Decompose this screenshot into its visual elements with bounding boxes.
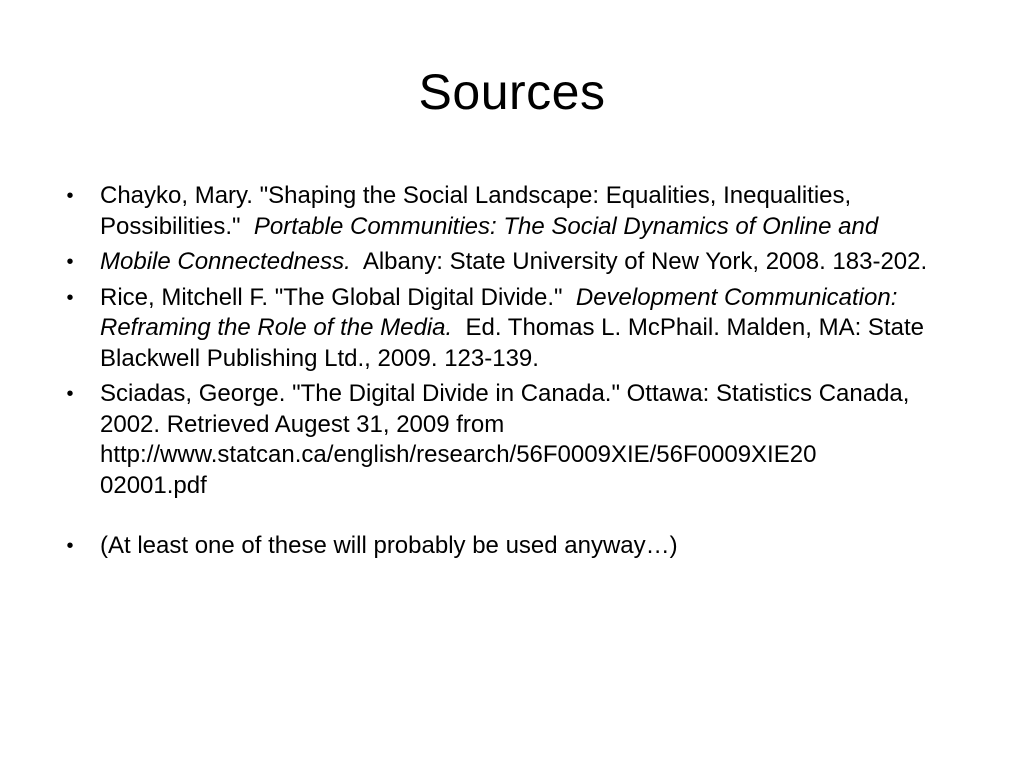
bullet-icon: • — [66, 185, 74, 207]
slide-title: Sources — [418, 64, 606, 120]
citation-italic: Development Communication: Reframing the Role of the Media. — [100, 283, 898, 341]
bullet-icon: • — [66, 286, 74, 309]
note-text: (At least one of these will probably be used anyway…) — [100, 532, 678, 559]
citation-text: Rice, Mitchell F. "The Global Digital Divide." — [100, 283, 563, 311]
bullet-icon: • — [66, 251, 74, 273]
list-item — [60, 247, 960, 278]
citation-text: Ed. Thomas L. McPhail. Malden, MA: State Blackwell Publishing Ltd., 2009. 123-139. — [100, 314, 924, 372]
sources-list — [60, 181, 960, 567]
citation-url-part1: http://www.statcan.ca/english/research/56F0009XIE/56F0009XIE20 — [100, 441, 817, 468]
citation-text: Chayko, Mary. "Shaping the Social Landscape: Equalities, Inequalities, Possibilities." — [100, 182, 852, 240]
bullet-icon: • — [66, 383, 74, 405]
list-item — [60, 283, 960, 375]
list-item — [60, 379, 960, 501]
citation-italic: Mobile Connectedness. — [100, 248, 351, 275]
citation-url-part2: 02001.pdf — [100, 471, 207, 499]
list-item — [60, 181, 960, 242]
list-item — [60, 531, 960, 562]
bullet-icon: • — [66, 535, 74, 557]
citation-text: Albany: State University of New York, 2008. 183-202. — [362, 248, 928, 275]
citation-text: Sciadas, George. "The Digital Divide in Canada." Ottawa: Statistics Canada, 2002. Retrieved Augest 31, 2009 from — [100, 380, 910, 438]
citation-italic: Portable Communities: The Social Dynamics of Online and — [253, 212, 879, 240]
